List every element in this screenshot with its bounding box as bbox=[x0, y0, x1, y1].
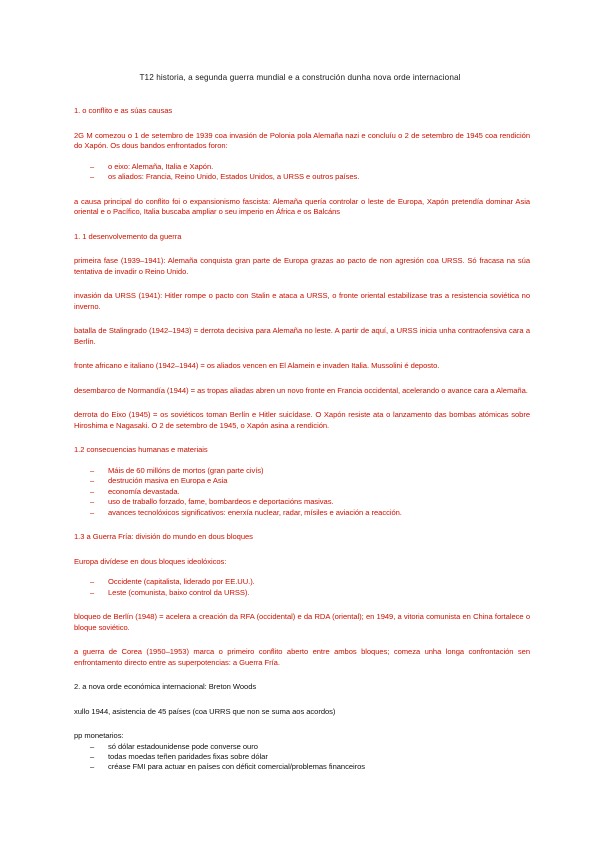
list-item: – economía devastada. bbox=[74, 487, 530, 498]
paragraph: a guerra de Corea (1950–1953) marca o primeiro conflito aberto entre ambos bloques; comeza unha longa confrontación sen enfrontamento directo entre as superpotencias: a Guerra Fría. bbox=[74, 647, 530, 667]
list-item: – uso de traballo forzado, fame, bombardeos e deportacións masivas. bbox=[74, 497, 530, 508]
list-item: – destrución masiva en Europa e Asia bbox=[74, 476, 530, 487]
section-heading: 1. 1 desenvolvemento da guerra bbox=[74, 231, 182, 241]
section-heading: 2. a nova orde económica internacional: Breton Woods bbox=[74, 682, 257, 691]
bullet-list bbox=[74, 466, 530, 519]
bullet-list bbox=[74, 577, 530, 598]
section-heading: 1.3 a Guerra Fría: división do mundo en dous bloques bbox=[74, 532, 253, 541]
paragraph: Europa divídese en dous bloques ideolóxicos: bbox=[74, 556, 227, 566]
paragraph: derrota do Eixo (1945) = os soviéticos toman Berlín e Hitler suicídase. O Xapón resiste ata o lanzamento das bombas atómicas sobre Hiroshima e Nagasaki. O 2 de setembro de 1945, o Xapón asina a rendición. bbox=[74, 410, 530, 430]
section-heading: 1.2 consecuencias humanas e materiais bbox=[74, 445, 208, 454]
paragraph: xullo 1944, asistencia de 45 países (coa URRS que non se suma aos acordos) bbox=[74, 706, 336, 716]
paragraph: a causa principal do conflito foi o expansionismo fascista: Alemaña quería controlar o leste de Europa, Xapón pretendía dominar Asia oriental e o Pacífico, Italia buscaba ampliar o seu imperio en África e os Balcáns bbox=[74, 196, 530, 216]
list-item: – os aliados: Francia, Reino Unido, Estados Unidos, a URSS e outros países. bbox=[74, 172, 530, 183]
paragraph: bloqueo de Berlín (1948) = acelera a creación da RFA (occidental) e da RDA (oriental); en 1949, a vitoria comunista en China fortalece o bloque soviético. bbox=[74, 612, 530, 632]
paragraph: primeira fase (1939–1941): Alemaña conquista gran parte de Europa grazas ao pacto de non agresión coa URSS. Só fracasa na súa tentativa de invadir o Reino Unido. bbox=[74, 256, 530, 276]
list-item: – créase FMI para actuar en países con déficit comercial/problemas financeiros bbox=[74, 762, 530, 772]
bullet-list bbox=[74, 162, 530, 183]
list-item: – só dólar estadounidense pode converse ouro bbox=[74, 742, 530, 752]
paragraph: 2G M comezou o 1 de setembro de 1939 coa invasión de Polonia pola Alemaña nazi e concluíu o 2 de setembro de 1945 coa rendición do Xapón. Os dous bandos enfrontados foron: bbox=[74, 130, 530, 150]
paragraph: desembarco de Normandía (1944) = as tropas aliadas abren un novo fronte en Francia occidental, acelerando o avance cara a Alemaña. bbox=[74, 385, 528, 395]
document-body bbox=[74, 106, 530, 786]
list-item: – Leste (comunista, baixo control da URSS). bbox=[74, 588, 530, 599]
section-heading: pp monetarios: bbox=[74, 731, 124, 740]
list-item: – Occidente (capitalista, liderado por EE.UU.). bbox=[74, 577, 530, 588]
section-heading: 1. o conflito e as súas causas bbox=[74, 106, 173, 115]
list-item: – todas moedas teñen paridades fixas sobre dólar bbox=[74, 752, 530, 762]
bullet-list bbox=[74, 742, 530, 772]
list-item: – o eixo: Alemaña, Italia e Xapón. bbox=[74, 162, 530, 173]
paragraph: invasión da URSS (1941): Hitler rompe o pacto con Stalin e ataca a URSS, o fronte oriental estabilízase tras a resistencia soviética no inverno. bbox=[74, 291, 530, 311]
paragraph: batalla de Stalingrado (1942–1943) = derrota decisiva para Alemaña no leste. A partir de aquí, a URSS inicia unha contraofensiva cara a Berlín. bbox=[74, 326, 530, 346]
paragraph: fronte africano e italiano (1942–1944) = os aliados vencen en El Alamein e invaden Italia. Mussolini é deposto. bbox=[74, 361, 440, 370]
list-item: – Máis de 60 millóns de mortos (gran parte civís) bbox=[74, 466, 530, 477]
document-title: T12 historia, a segunda guerra mundial e a construción dunha nova orde internacional bbox=[139, 73, 461, 82]
list-item: – avances tecnolóxicos significativos: enerxía nuclear, radar, mísiles e aviación a reacción. bbox=[74, 508, 530, 519]
